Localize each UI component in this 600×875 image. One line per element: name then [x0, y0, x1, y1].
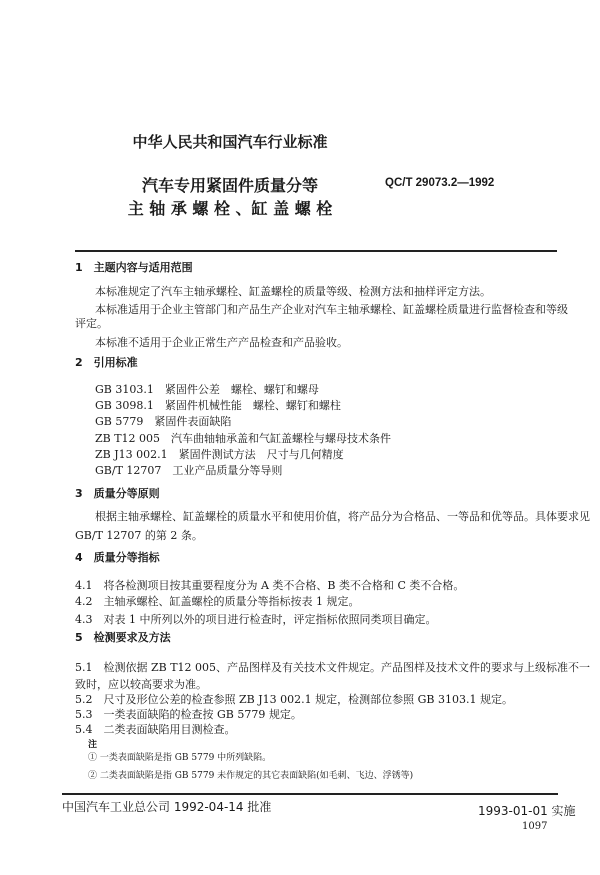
section-3-para: 根据主轴承螺栓、缸盖螺栓的质量水平和使用价值，将产品分为合格品、一等品和优等品。具体要求见 [95, 510, 590, 523]
section-3-heading: 3 质量分等原则 [75, 487, 160, 500]
clause-4-3: 4.3 对表 1 中所列以外的项目进行检查时，评定指标依照同类项目确定。 [75, 613, 437, 626]
ref-item: GB 3098.1 紧固件机械性能 螺栓、螺钉和螺柱 [95, 399, 341, 412]
section-1-heading: 1 主题内容与适用范围 [75, 261, 193, 274]
section-3-para-cont: GB/T 12707 的第 2 条。 [75, 529, 203, 542]
ref-item: GB 5779 紧固件表面缺陷 [95, 415, 232, 428]
doc-title-line2: 主 轴 承 螺 栓 、缸 盖 螺 栓 [127, 199, 333, 218]
clause-4-2: 4.2 主轴承螺栓、缸盖螺栓的质量分等指标按表 1 规定。 [75, 595, 360, 608]
section-1-para-3: 本标准不适用于企业正常生产产品检查和产品验收。 [95, 336, 348, 349]
section-5-heading: 5 检测要求及方法 [75, 631, 171, 644]
clause-5-1-cont: 致时，应以较高要求为准。 [75, 678, 207, 691]
approval-note: 中国汽车工业总公司 1992-04-14 批准 [62, 800, 272, 814]
page-number: 1097 [522, 821, 548, 832]
section-2-heading: 2 引用标准 [75, 356, 138, 369]
clause-5-4: 5.4 二类表面缺陷用目测检查。 [75, 723, 236, 736]
ref-item: GB/T 12707 工业产品质量分等导则 [95, 464, 283, 477]
clause-4-1: 4.1 将各检测项目按其重要程度分为 A 类不合格、B 类不合格和 C 类不合格。 [75, 579, 465, 592]
footer-divider [62, 793, 558, 795]
doc-title-line1: 汽车专用紧固件质量分等 [141, 176, 318, 195]
section-1-para-1: 本标准规定了汽车主轴承螺栓、缸盖螺栓的质量等级、检测方法和抽样评定方法。 [95, 285, 491, 298]
note-1: ① 一类表面缺陷是指 GB 5779 中所列缺陷。 [88, 753, 272, 763]
section-4-heading: 4 质量分等指标 [75, 551, 160, 564]
clause-5-3: 5.3 一类表面缺陷的检查按 GB 5779 规定。 [75, 708, 302, 721]
ref-item: ZB J13 002.1 紧固件测试方法 尺寸与几何精度 [95, 448, 344, 461]
note-label: 注 [88, 740, 98, 750]
note-2: ② 二类表面缺陷是指 GB 5779 未作规定的其它表面缺陷(如毛刺、飞边、浮锈等) [88, 771, 414, 781]
section-1-para-2-cont: 评定。 [75, 317, 108, 330]
effective-date: 1993-01-01 实施 [478, 804, 576, 818]
ref-item: GB 3103.1 紧固件公差 螺栓、螺钉和螺母 [95, 383, 319, 396]
header-divider [75, 250, 557, 252]
clause-5-2: 5.2 尺寸及形位公差的检查参照 ZB J13 002.1 规定，检测部位参照 GB 3103.1 规定。 [75, 693, 513, 706]
standard-number: QC/T 29073.2—1992 [385, 177, 495, 189]
ref-item: ZB T12 005 汽车曲轴轴承盖和气缸盖螺栓与螺母技术条件 [95, 432, 392, 445]
section-1-para-2: 本标准适用于企业主管部门和产品生产企业对汽车主轴承螺栓、缸盖螺栓质量进行监督检查和等级 [95, 303, 568, 316]
clause-5-1: 5.1 检测依据 ZB T12 005、产品图样及有关技术文件规定。产品图样及技术文件的要求与上级标准不一 [75, 661, 591, 674]
issuing-body-title: 中华人民共和国汽车行业标准 [132, 133, 328, 151]
